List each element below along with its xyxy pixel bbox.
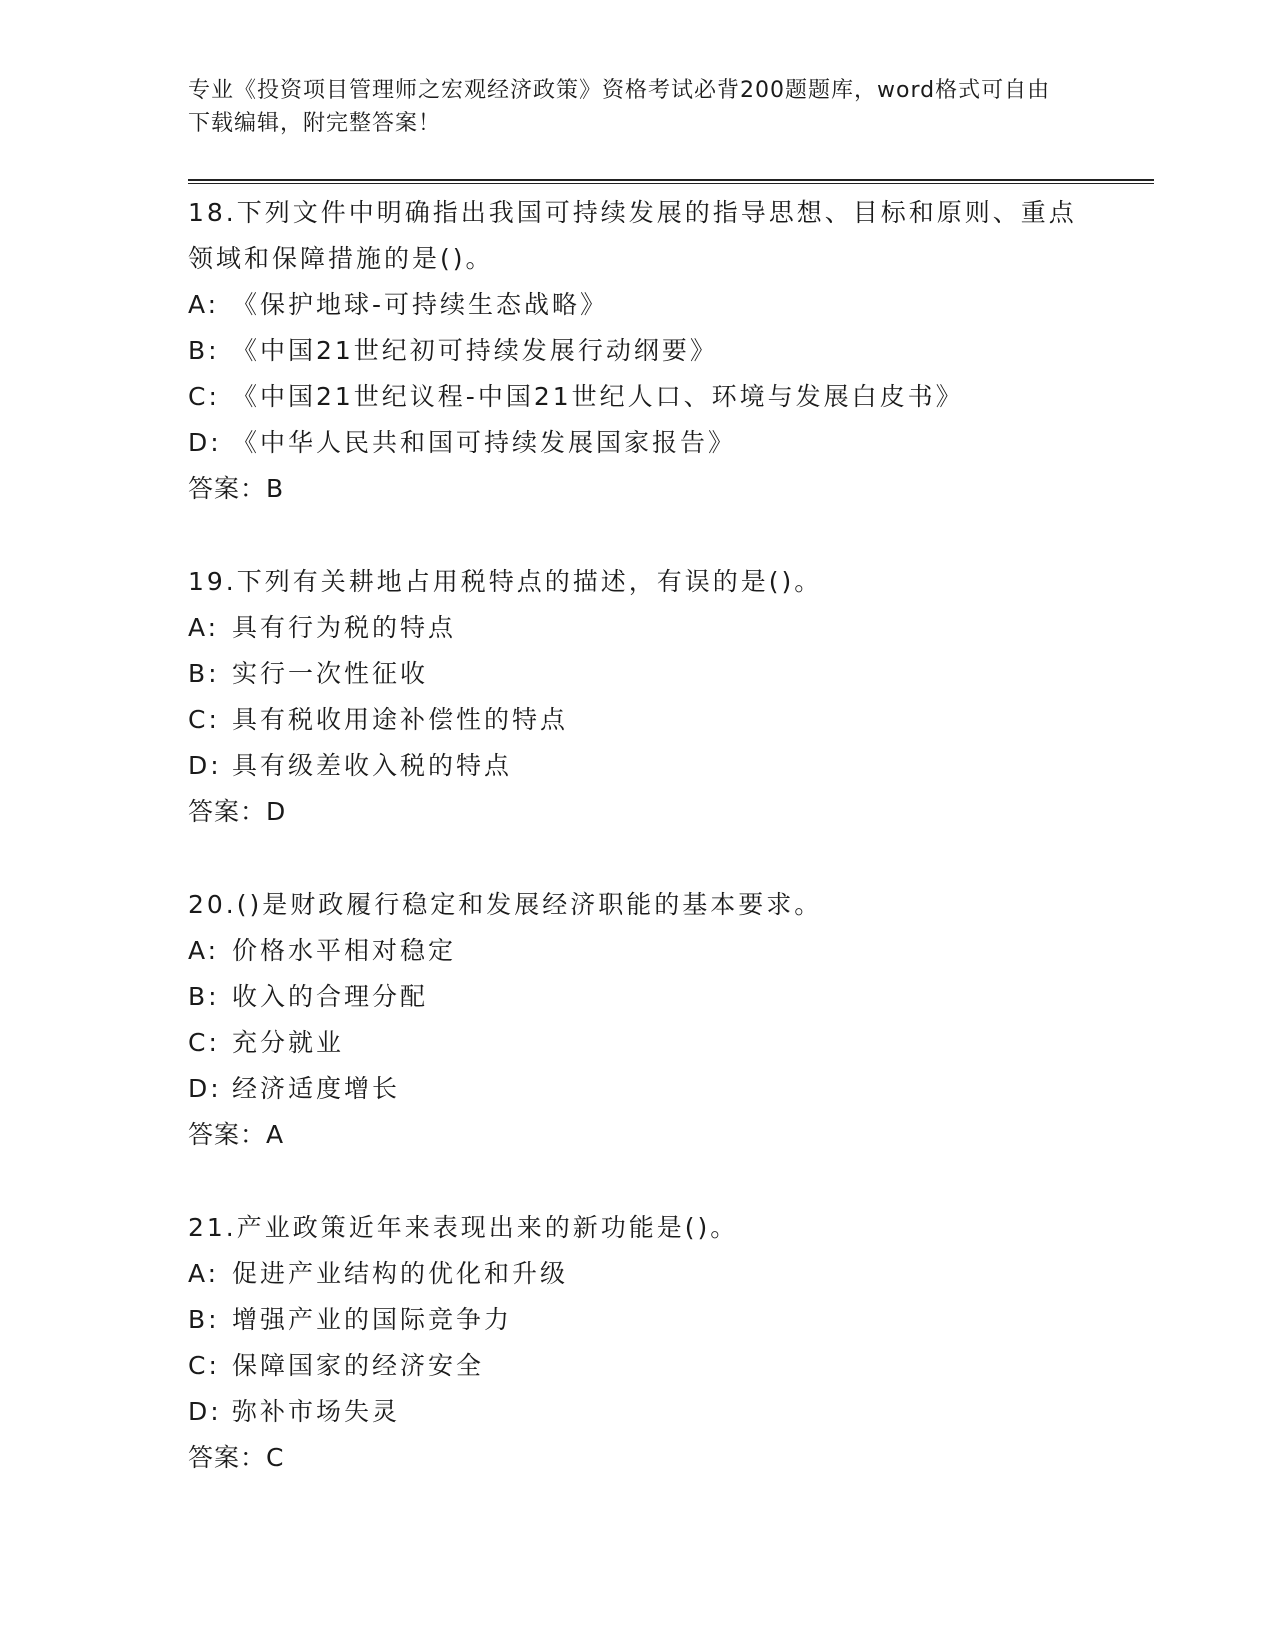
option-key: B: [188,659,220,688]
option-a [188,605,1088,651]
document-header: 专业《投资项目管理师之宏观经济政策》资格考试必背200题题库，word格式可自由下载编辑，附完整答案！ [188,78,1051,136]
option-c [188,374,1088,420]
option-text: 《中华人民共和国可持续发展国家报告》 [232,428,737,457]
option-text: 保障国家的经济安全 [232,1351,485,1380]
option-key: C: [188,382,220,411]
option-text: 弥补市场失灵 [232,1397,401,1426]
option-key: A: [188,1259,220,1288]
answer-line: 答案：C [188,1443,285,1472]
question-stem: 19.下列有关耕地占用税特点的描述，有误的是()。 [188,567,823,596]
option-text: 《中国21世纪议程-中国21世纪人口、环境与发展白皮书》 [232,382,964,411]
option-key: B: [188,982,220,1011]
option-text: 具有税收用途补偿性的特点 [232,705,569,734]
option-key: C: [188,705,220,734]
option-key: C: [188,1028,220,1057]
option-d [188,743,1088,789]
option-text: 充分就业 [232,1028,345,1057]
option-a [188,928,1088,974]
option-c [188,697,1088,743]
option-key: B: [188,1305,220,1334]
option-text: 《保护地球-可持续生态战略》 [232,290,609,319]
option-text: 增强产业的国际竞争力 [232,1305,513,1334]
question-stem: 21.产业政策近年来表现出来的新功能是()。 [188,1213,739,1242]
option-key: D: [188,1397,222,1426]
question-21 [188,1205,1088,1481]
header-divider [188,179,1154,184]
option-key: D: [188,428,222,457]
option-d [188,1389,1088,1435]
option-text: 具有行为税的特点 [232,613,457,642]
option-c [188,1343,1088,1389]
option-text: 《中国21世纪初可持续发展行动纲要》 [232,336,718,365]
option-d [188,1066,1088,1112]
option-c [188,1020,1088,1066]
option-a [188,1251,1088,1297]
question-list [188,190,1088,1528]
option-key: A: [188,290,220,319]
option-text: 促进产业结构的优化和升级 [232,1259,569,1288]
question-20 [188,882,1088,1158]
option-key: A: [188,936,220,965]
question-stem: 18.下列文件中明确指出我国可持续发展的指导思想、目标和原则、重点领域和保障措施的是()。 [188,198,1077,273]
option-b [188,974,1088,1020]
option-b [188,328,1088,374]
option-a [188,282,1088,328]
option-text: 价格水平相对稳定 [232,936,457,965]
answer-line: 答案：B [188,474,285,503]
option-b [188,651,1088,697]
question-19 [188,559,1088,835]
answer-line: 答案：A [188,1120,285,1149]
option-text: 具有级差收入税的特点 [232,751,513,780]
option-text: 收入的合理分配 [232,982,429,1011]
option-key: C: [188,1351,220,1380]
answer-line: 答案：D [188,797,287,826]
option-text: 实行一次性征收 [232,659,429,688]
option-key: B: [188,336,220,365]
question-stem: 20.()是财政履行稳定和发展经济职能的基本要求。 [188,890,823,919]
option-key: A: [188,613,220,642]
option-b [188,1297,1088,1343]
option-d [188,420,1088,466]
question-18 [188,190,1088,512]
option-key: D: [188,1074,222,1103]
option-key: D: [188,751,222,780]
option-text: 经济适度增长 [232,1074,401,1103]
